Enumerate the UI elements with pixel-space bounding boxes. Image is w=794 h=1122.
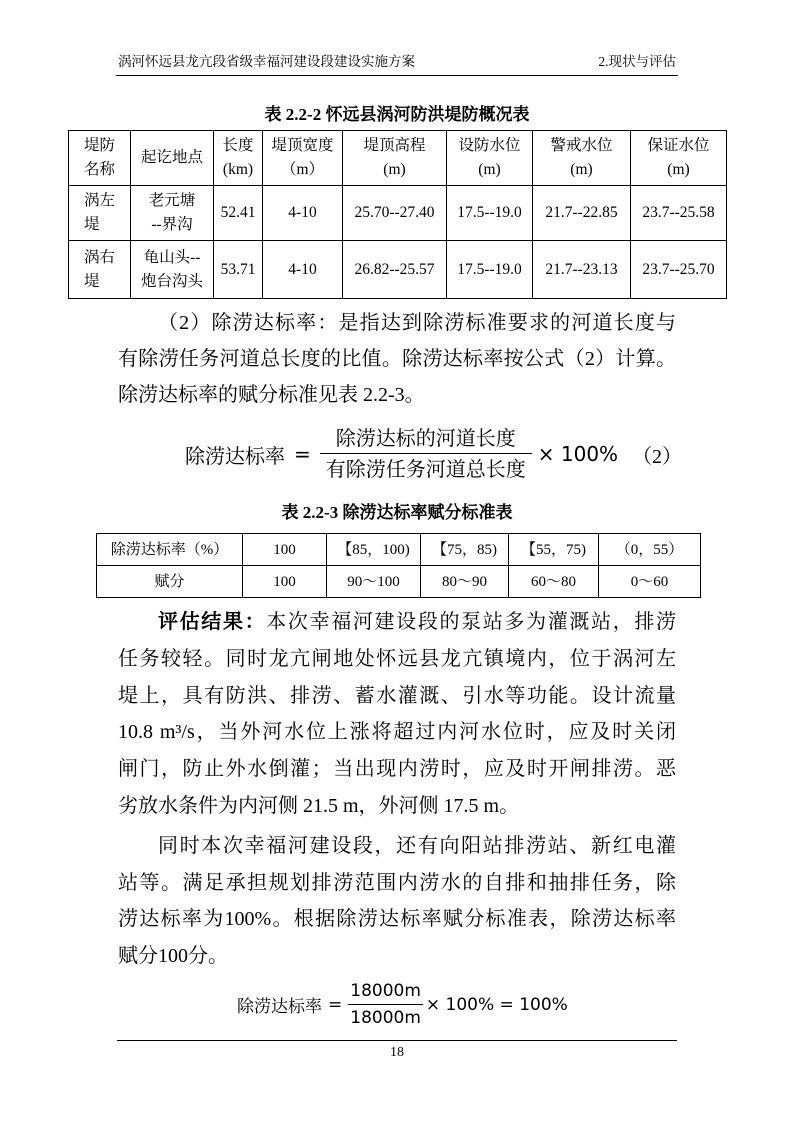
cell-crest-width: 4-10 bbox=[263, 186, 343, 241]
drainage-rate-formula bbox=[185, 423, 682, 485]
paragraph-line: 闸门，防止外水倒灌；当出现内涝时，应及时开闸排涝。恶 bbox=[118, 758, 676, 781]
fraction bbox=[320, 423, 532, 485]
paragraph-line: 任务较轻。同时龙亢闸地处怀远县龙亢镇境内，位于涡河左 bbox=[118, 647, 676, 670]
formula-lhs: 除涝达标率 bbox=[237, 997, 322, 1017]
document-title: 涡河怀远县龙亢段省级幸福河建设段建设实施方案 bbox=[118, 54, 415, 69]
paragraph-line: 除涝达标率的赋分标准见表 2.2-3。 bbox=[118, 384, 425, 406]
header-crest-width: 堤顶宽度 （m） bbox=[263, 131, 343, 186]
formula-lhs: 除涝达标率 bbox=[185, 443, 285, 468]
body-paragraph bbox=[118, 828, 676, 975]
scoring-criteria-table bbox=[96, 533, 701, 598]
header-start-end: 起讫地点 bbox=[131, 131, 214, 186]
assessment-paragraph bbox=[118, 604, 676, 825]
table-header-row bbox=[69, 131, 727, 186]
cell-crest-width: 4-10 bbox=[263, 241, 343, 299]
header-rule bbox=[116, 75, 678, 76]
header-warning-water-level: 警戒水位 (m) bbox=[533, 131, 631, 186]
table-row bbox=[69, 241, 727, 299]
equation-number: （2） bbox=[632, 445, 683, 468]
rate-range-cell: 【55，75) bbox=[509, 534, 599, 566]
page-number: 18 bbox=[390, 1045, 404, 1060]
drainage-rate-result-formula bbox=[237, 978, 568, 1031]
levee-name-text: 涡左 堤 bbox=[83, 192, 115, 233]
row-label-drainage-rate: 除涝达标率（%） bbox=[97, 534, 243, 566]
assessment-label: 评估结果： bbox=[158, 611, 267, 633]
fraction-numerator: 18000m bbox=[350, 981, 421, 1001]
score-cell: 80～90 bbox=[421, 566, 509, 598]
rate-range-cell: 【75，85) bbox=[421, 534, 509, 566]
paragraph-line bbox=[118, 604, 676, 641]
paragraph-line: （2）除涝达标率：是指达到除涝标准要求的河道长度与 bbox=[158, 312, 676, 334]
score-cell: 100 bbox=[243, 566, 327, 598]
rate-range-cell: 100 bbox=[243, 534, 327, 566]
header-length: 长度 (km) bbox=[214, 131, 263, 186]
equals-sign: = bbox=[294, 442, 311, 466]
table-row bbox=[69, 186, 727, 241]
levee-overview-table bbox=[68, 130, 727, 299]
body-paragraph bbox=[118, 305, 676, 413]
rate-range-cell: （0，55） bbox=[599, 534, 701, 566]
paragraph-line: 涝达标率为100%。根据除涝达标率赋分标准表，除涝达标率 bbox=[118, 908, 676, 931]
table-row-rate bbox=[97, 534, 701, 566]
score-cell: 60～80 bbox=[509, 566, 599, 598]
levee-name-text: 涡右 堤 bbox=[83, 248, 115, 290]
chapter-title: 2.现状与评估 bbox=[598, 54, 676, 69]
cell-guaranteed-water-level: 23.7--25.58 bbox=[631, 186, 727, 241]
formula-multiplier: × 100% bbox=[537, 442, 619, 466]
header-crest-elevation: 堤顶高程 (m) bbox=[343, 131, 447, 186]
cell-levee-name bbox=[69, 186, 131, 241]
paragraph-line: 堤上，具有防洪、排涝、蓄水灌溉、引水等功能。设计流量 bbox=[118, 684, 676, 707]
cell-start-end: 龟山头-- 炮台沟头 bbox=[131, 241, 214, 299]
paragraph-line: 同时本次幸福河建设段，还有向阳站排涝站、新红电灌 bbox=[158, 835, 676, 857]
header-design-water-level: 设防水位 (m) bbox=[447, 131, 533, 186]
cell-warning-water-level: 21.7--22.85 bbox=[533, 186, 631, 241]
cell-length: 53.71 bbox=[214, 241, 263, 299]
footer-rule bbox=[117, 1040, 677, 1041]
header-levee-name: 堤防 名称 bbox=[69, 131, 131, 186]
cell-crest-elevation: 25.70--27.40 bbox=[343, 186, 447, 241]
score-cell: 90～100 bbox=[327, 566, 421, 598]
header-guaranteed-water-level: 保证水位 (m) bbox=[631, 131, 727, 186]
cell-design-water-level: 17.5--19.0 bbox=[447, 186, 533, 241]
table-caption: 表 2.2-3 除涝达标率赋分标准表 bbox=[281, 503, 513, 522]
table-caption: 表 2.2-2 怀远县涡河防洪堤防概况表 bbox=[264, 105, 530, 124]
paragraph-line: 劣放水条件为内河侧 21.5 m，外河侧 17.5 m。 bbox=[118, 794, 520, 817]
fraction-denominator: 18000m bbox=[350, 1008, 421, 1028]
equals-sign: = bbox=[328, 994, 343, 1015]
rate-range-cell: 【85，100) bbox=[327, 534, 421, 566]
score-cell: 0～60 bbox=[599, 566, 701, 598]
cell-crest-elevation: 26.82--25.57 bbox=[343, 241, 447, 299]
cell-length: 52.41 bbox=[214, 186, 263, 241]
row-label-score: 赋分 bbox=[97, 566, 243, 598]
paragraph-line: 站等。满足承担规划排涝范围内涝水的自排和抽排任务，除 bbox=[118, 871, 676, 894]
cell-design-water-level: 17.5--19.0 bbox=[447, 241, 533, 299]
paragraph-line-text: 本次幸福河建设段的泵站多为灌溉站，排涝 bbox=[266, 611, 676, 633]
cell-start-end: 老元塘 --界沟 bbox=[131, 186, 214, 241]
fraction-numerator: 除涝达标的河道长度 bbox=[335, 426, 516, 450]
paragraph-line: 有除涝任务河道总长度的比值。除涝达标率按公式（2）计算。 bbox=[118, 348, 676, 370]
fraction-denominator: 有除涝任务河道总长度 bbox=[325, 457, 526, 481]
table-row-score bbox=[97, 566, 701, 598]
cell-levee-name bbox=[69, 241, 131, 299]
paragraph-line: 赋分100分。 bbox=[118, 945, 228, 968]
cell-warning-water-level: 21.7--23.13 bbox=[533, 241, 631, 299]
formula-result: × 100% = 100% bbox=[425, 994, 568, 1015]
running-header bbox=[118, 52, 676, 72]
cell-guaranteed-water-level: 23.7--25.70 bbox=[631, 241, 727, 299]
paragraph-line: 10.8 m³/s，当外河水位上涨将超过内河水位时，应及时关闭 bbox=[118, 721, 676, 744]
fraction bbox=[348, 978, 423, 1031]
